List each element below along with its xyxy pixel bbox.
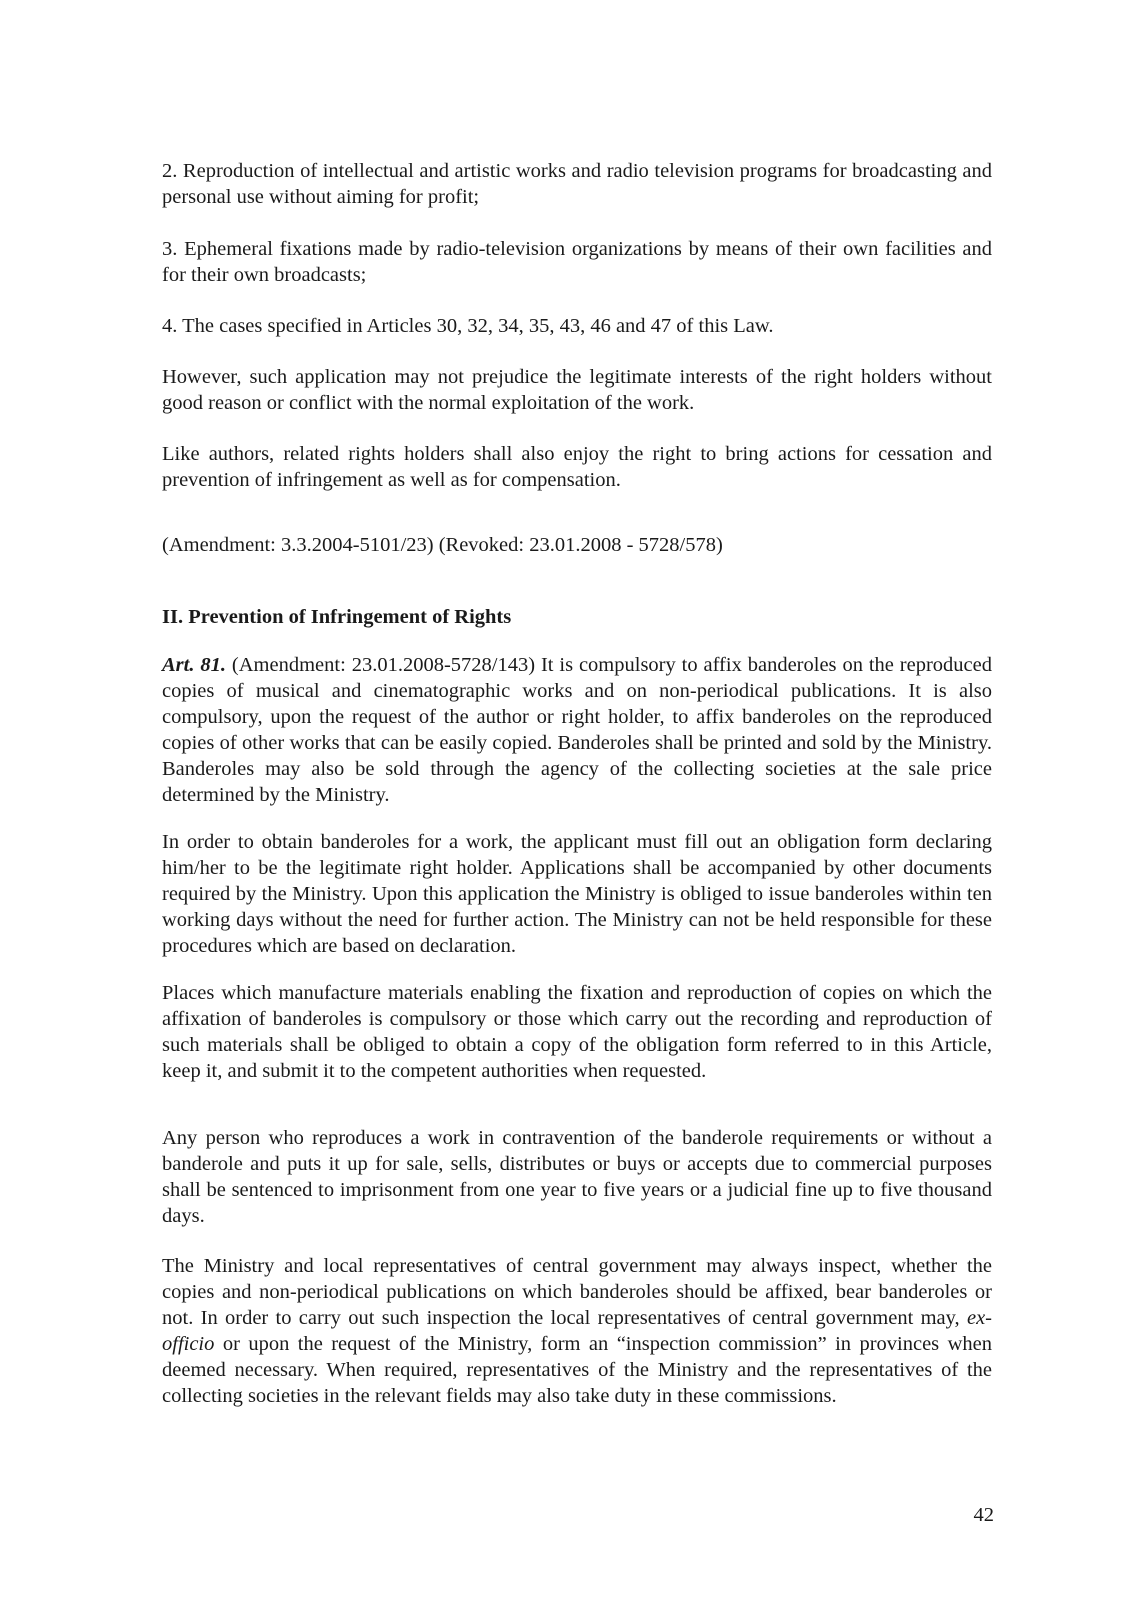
ex-officio-term: ex-officio [162, 1307, 992, 1355]
however-paragraph: However, such application may not prejudice the legitimate interests of the right holders without good reason or conflict with the normal exploitation of the work. [162, 366, 992, 414]
section-heading: II. Prevention of Infringement of Rights [162, 606, 512, 628]
article-81-paragraph-2: In order to obtain banderoles for a work, the applicant must fill out an obligation form declaring him/her to be the legitimate right holder. Applications shall be accompanied by other documents required by the Ministry. Upon this application the Ministry is obliged to issue banderoles within ten working days without the need for further action. The Ministry can not be held responsible for these procedures which are based on declaration. [162, 831, 992, 957]
article-81-paragraph-3: Places which manufacture materials enabling the fixation and reproduction of copies on which the affixation of banderoles is compulsory or those which carry out the recording and reproduction of such materials shall be obliged to obtain a copy of the obligation form referred to in this Article, keep it, and submit it to the competent authorities when requested. [162, 982, 992, 1082]
list-item-4: 4. The cases specified in Articles 30, 32, 34, 35, 43, 46 and 47 of this Law. [162, 315, 774, 337]
amendment-note: (Amendment: 3.3.2004-5101/23) (Revoked: 23.01.2008 - 5728/578) [162, 534, 723, 556]
list-item-2: 2. Reproduction of intellectual and artistic works and radio television programs for broadcasting and personal use without aiming for profit; [162, 160, 992, 208]
page-number: 42 [973, 1504, 994, 1526]
article-81-text: (Amendment: 23.01.2008-5728/143) It is compulsory to affix banderoles on the reproduced copies of musical and cinematographic works and on non-periodical publications. It is also compulsory, upon the request of the author or right holder, to affix banderoles on the reproduced copies of other works that can be easily copied. Banderoles shall be printed and sold by the Ministry. Banderoles may also be sold through the agency of the collecting societies at the sale price determined by the Ministry. [162, 654, 992, 806]
paragraph-5-text-b: or upon the request of the Ministry, form an “inspection commission” in provinces when deemed necessary. When required, representatives of the Ministry and the representatives of the collecting societies in the relevant fields may also take duty in these commissions. [162, 1333, 992, 1407]
like-authors-paragraph: Like authors, related rights holders shall also enjoy the right to bring actions for cessation and prevention of infringement as well as for compensation. [162, 443, 992, 491]
article-81-paragraph-5 [162, 1253, 992, 1409]
article-label: Art. 81. [162, 654, 227, 676]
article-81-paragraph-4: Any person who reproduces a work in contravention of the banderole requirements or without a banderole and puts it up for sale, sells, distributes or buys or accepts due to commercial purposes shall be sentenced to imprisonment from one year to five years or a judicial fine up to five thousand days. [162, 1127, 992, 1227]
article-81-paragraph-1 [162, 652, 992, 808]
list-item-3: 3. Ephemeral fixations made by radio-television organizations by means of their own facilities and for their own broadcasts; [162, 238, 992, 286]
paragraph-5-text-a: The Ministry and local representatives of central government may always inspect, whether the copies and non-periodical publications on which banderoles should be affixed, bear banderoles or not. In order to carry out such inspection the local representatives of central government may, [162, 1255, 992, 1329]
